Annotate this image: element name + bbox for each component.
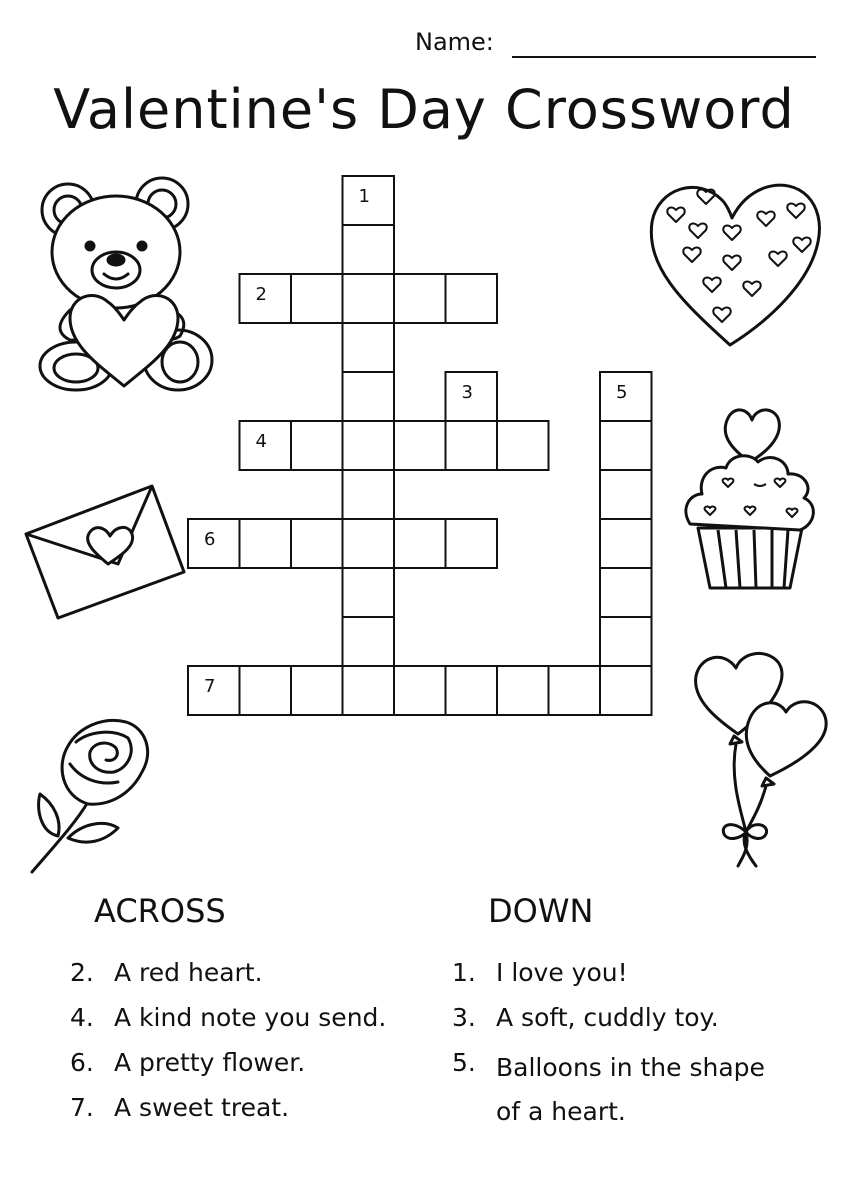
crossword-cell[interactable] bbox=[446, 666, 498, 715]
clue-number: 4. bbox=[70, 1003, 94, 1032]
across-heading: ACROSS bbox=[94, 892, 226, 930]
across-clue-6 bbox=[70, 1046, 430, 1091]
page-title: Valentine's Day Crossword bbox=[53, 78, 795, 141]
crossword-cell[interactable] bbox=[343, 568, 395, 617]
crossword-cell-4[interactable] bbox=[240, 421, 292, 470]
crossword-cell[interactable] bbox=[446, 274, 498, 323]
crossword-cell[interactable] bbox=[600, 421, 652, 470]
clue-number: 7. bbox=[70, 1093, 94, 1122]
clue-number: 6. bbox=[70, 1048, 94, 1077]
clue-text: I love you! bbox=[496, 958, 628, 987]
clue-number: 2. bbox=[70, 958, 94, 987]
clue-number-label: 2 bbox=[255, 284, 267, 305]
crossword-cell[interactable] bbox=[343, 617, 395, 666]
crossword-cell[interactable] bbox=[600, 568, 652, 617]
crossword-cell[interactable] bbox=[291, 274, 343, 323]
heart-balloons-icon bbox=[690, 648, 835, 872]
crossword-cell[interactable] bbox=[497, 666, 549, 715]
crossword-cell[interactable] bbox=[291, 519, 343, 568]
crossword-cell[interactable] bbox=[343, 421, 395, 470]
crossword-cell-5[interactable] bbox=[600, 372, 652, 421]
crossword-cell[interactable] bbox=[343, 519, 395, 568]
clue-number-label: 1 bbox=[358, 186, 370, 207]
crossword-cell-7[interactable] bbox=[188, 666, 240, 715]
crossword-cell[interactable] bbox=[446, 421, 498, 470]
crossword-cell-2[interactable] bbox=[240, 274, 292, 323]
crossword-cell[interactable] bbox=[291, 421, 343, 470]
clue-number-label: 7 bbox=[204, 676, 216, 697]
crossword-cell[interactable] bbox=[343, 225, 395, 274]
across-clue-7 bbox=[70, 1091, 430, 1136]
clue-number-label: 4 bbox=[255, 431, 267, 452]
clue-number-label: 3 bbox=[461, 382, 473, 403]
name-label: Name: bbox=[415, 28, 494, 56]
crossword-cell[interactable] bbox=[343, 274, 395, 323]
clue-text: A sweet treat. bbox=[114, 1093, 290, 1122]
crossword-cell[interactable] bbox=[600, 470, 652, 519]
crossword-cell[interactable] bbox=[343, 470, 395, 519]
crossword-cell[interactable] bbox=[394, 274, 446, 323]
crossword-cell[interactable] bbox=[343, 372, 395, 421]
clue-number-label: 6 bbox=[204, 529, 216, 550]
teddy-bear-icon bbox=[30, 170, 220, 399]
crossword-cell[interactable] bbox=[240, 666, 292, 715]
crossword-cell[interactable] bbox=[343, 666, 395, 715]
crossword-cell[interactable] bbox=[394, 519, 446, 568]
crossword-cell[interactable] bbox=[240, 519, 292, 568]
clue-number-label: 5 bbox=[616, 382, 628, 403]
crossword-cell-1[interactable] bbox=[343, 176, 395, 225]
crossword-cell[interactable] bbox=[446, 519, 498, 568]
clue-number: 3. bbox=[452, 1003, 476, 1032]
down-clue-5 bbox=[452, 1046, 812, 1136]
clue-number: 5. bbox=[452, 1048, 476, 1077]
clue-text: A red heart. bbox=[114, 958, 263, 987]
across-clue-list bbox=[70, 956, 430, 1136]
crossword-cell[interactable] bbox=[600, 519, 652, 568]
cupcake-icon bbox=[680, 398, 820, 602]
crossword-cell[interactable] bbox=[600, 666, 652, 715]
down-clue-list bbox=[452, 956, 812, 1136]
crossword-cell-3[interactable] bbox=[446, 372, 498, 421]
clue-text: Balloons in the shape of a heart. bbox=[496, 1053, 765, 1126]
down-heading: DOWN bbox=[488, 892, 594, 930]
crossword-cell-6[interactable] bbox=[188, 519, 240, 568]
crossword-cell[interactable] bbox=[343, 323, 395, 372]
down-clue-3 bbox=[452, 1001, 812, 1046]
crossword-cell[interactable] bbox=[394, 666, 446, 715]
crossword-cell[interactable] bbox=[291, 666, 343, 715]
down-clue-1 bbox=[452, 956, 812, 1001]
crossword-cell[interactable] bbox=[600, 617, 652, 666]
across-clue-2 bbox=[70, 956, 430, 1001]
clue-number: 1. bbox=[452, 958, 476, 987]
rose-icon bbox=[28, 712, 158, 881]
clue-text: A soft, cuddly toy. bbox=[496, 1003, 719, 1032]
crossword-cell[interactable] bbox=[549, 666, 601, 715]
clue-text: A pretty flower. bbox=[114, 1048, 306, 1077]
clue-text: A kind note you send. bbox=[114, 1003, 387, 1032]
across-clue-4 bbox=[70, 1001, 430, 1046]
envelope-icon bbox=[20, 480, 190, 624]
heart-with-hearts-icon bbox=[640, 170, 830, 354]
crossword-cell[interactable] bbox=[394, 421, 446, 470]
crossword-cell[interactable] bbox=[497, 421, 549, 470]
